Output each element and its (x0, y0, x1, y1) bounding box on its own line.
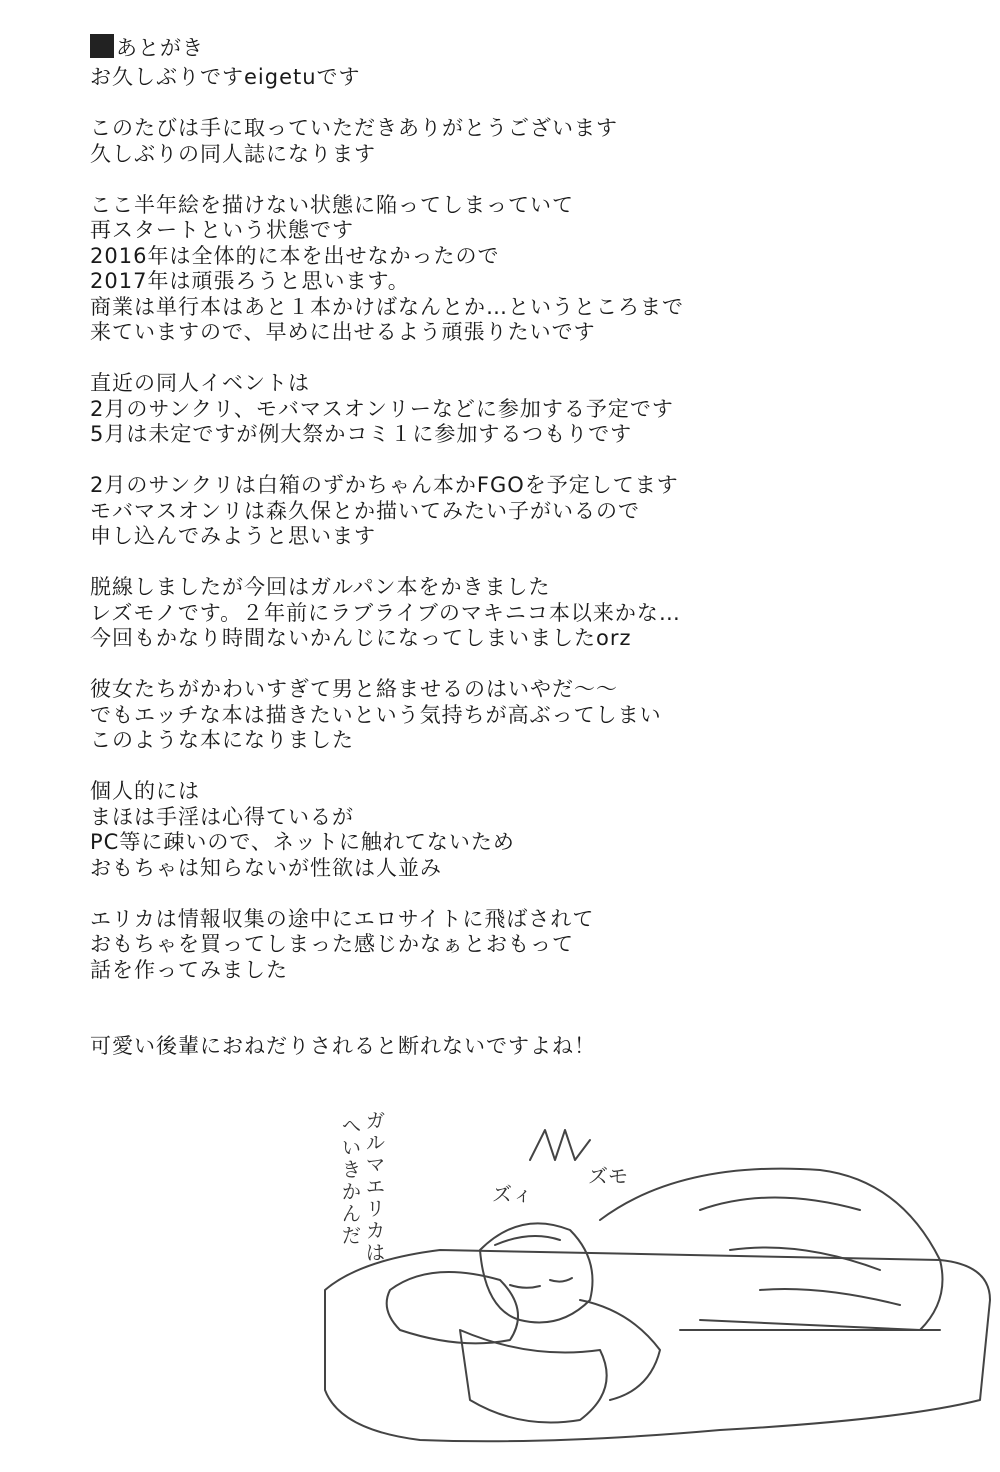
illustration-girl-in-futon (300, 1100, 1000, 1472)
text-line: 可愛い後輩におねだりされると断れないですよね！ (90, 1034, 596, 1058)
text-line: 久しぶりの同人誌になります (90, 141, 376, 166)
text-line: レズモノです。２年前にラブライブのマキニコ本以来かな… (90, 600, 681, 625)
text-line: ここ半年絵を描けない状態に陥ってしまっていて (90, 192, 574, 217)
text-line: 彼女たちがかわいすぎて男と絡ませるのはいやだ～～ (90, 677, 618, 701)
text-line: 2月のサンクリ、モバマスオンリーなどに参加する予定です (90, 396, 674, 421)
text-line: 脱線しましたが今回はガルパン本をかきました (90, 575, 551, 599)
afterword-heading: あとがき (90, 34, 204, 61)
text-line: モバマスオンリは森久保とか描いてみたい子がいるので (90, 498, 640, 523)
text-line: 商業は単行本はあと１本かけばなんとか…というところまで (90, 294, 684, 319)
text-line: まほは手淫は心得ているが (90, 804, 354, 829)
sound-effect-1: ズィ (492, 1182, 533, 1206)
text-line: おもちゃを買ってしまった感じかなぁとおもって (90, 932, 574, 956)
text-line: 申し込んでみようと思います (90, 524, 376, 548)
text-line: でもエッチな本は描きたいという気持ちが高ぶってしまい (90, 702, 662, 727)
text-line: 直近の同人イベントは (90, 371, 310, 395)
heading-square-icon (90, 34, 114, 58)
text-line: このたびは手に取っていただきありがとうございます (90, 116, 618, 140)
text-line: 2月のサンクリは白箱のずかちゃん本かFGOを予定してます (90, 473, 679, 497)
text-line: 再スタートという状態です (90, 218, 354, 242)
text-line: おもちゃは知らないが性欲は人並み (90, 855, 442, 880)
text-line: 5月は未定ですが例大祭かコミ１に参加するつもりです (90, 422, 633, 446)
vertical-caption-2: へいきかんだ (338, 1115, 362, 1247)
text-line: 来ていますので、早めに出せるよう頑張りたいです (90, 320, 596, 344)
vertical-caption-1: ガルマエリカは (362, 1110, 386, 1264)
text-line: エリカは情報収集の途中にエロサイトに飛ばされて (90, 906, 595, 931)
text-line: PC等に疎いので、ネットに触れてないため (90, 830, 515, 854)
sound-effect-2: ズモ (588, 1164, 628, 1188)
text-line: 2017年は頑張ろうと思います。 (90, 269, 410, 293)
text-line: 今回もかなり時間ないかんじになってしまいましたorz (90, 626, 632, 650)
text-line: 2016年は全体的に本を出せなかったので (90, 243, 500, 268)
text-line: 個人的には (90, 779, 200, 803)
text-line: 話を作ってみました (90, 957, 288, 982)
text-line: お久しぶりですeigetuです (90, 65, 361, 89)
text-line: このような本になりました (90, 728, 354, 752)
